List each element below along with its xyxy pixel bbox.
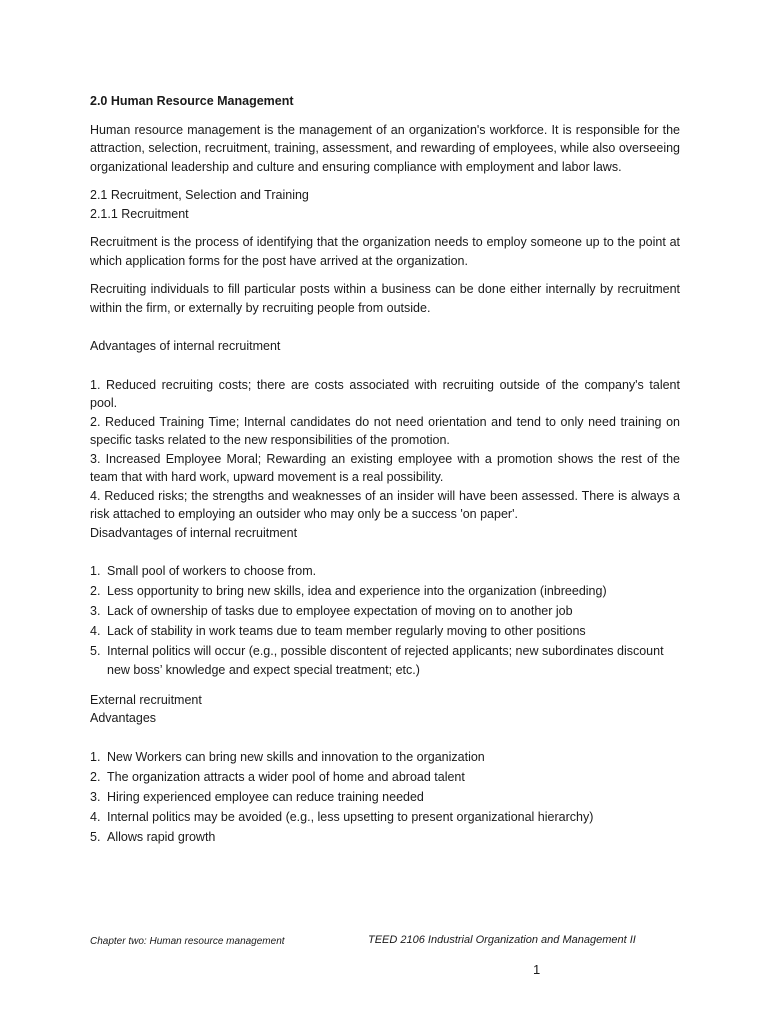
item-number: 5. <box>90 829 101 844</box>
list-item <box>90 642 680 679</box>
recruitment-paragraph-2: Recruiting individuals to fill particular posts within a business can be done either internally by recruitment within the firm, or externally by recruiting people from outside. <box>90 282 680 315</box>
subsection-subtitle: 2.1.1 Recruitment <box>90 206 189 221</box>
item-text: Less opportunity to bring new skills, idea and experience into the organization (inbreeding) <box>107 584 607 598</box>
external-advantages-list <box>90 748 680 847</box>
item-text: Small pool of workers to choose from. <box>107 564 317 578</box>
item-number: 2. <box>90 769 101 784</box>
item-lead: 3. Increased Employee Moral; <box>90 451 262 466</box>
section-intro: Human resource management is the management of an organization's workforce. It is responsible for the attraction, selection, recruitment, training, assessment, and rewarding of employees, while also overseeing organizational leadership and culture and ensuring compliance with employment and labor laws. <box>90 122 680 174</box>
list-item <box>90 748 680 767</box>
list-item <box>90 450 680 487</box>
internal-disadvantages-list <box>90 562 680 679</box>
item-text: Lack of stability in work teams due to team member regularly moving to other positions <box>107 624 586 638</box>
list-item <box>90 788 680 807</box>
internal-advantages-heading: Advantages of internal recruitment <box>90 339 281 353</box>
item-text: Internal candidates do not need orientation and tend to only need training on specific tasks related to the new responsibilities of the promotion. <box>90 414 681 447</box>
list-item <box>90 413 680 450</box>
item-text: there are costs associated with recruiting outside of the company's talent pool. <box>90 377 680 410</box>
item-text: Lack of ownership of tasks due to employee expectation of moving on to another job <box>107 604 573 618</box>
list-item <box>90 582 680 601</box>
internal-disadvantages-heading: Disadvantages of internal recruitment <box>90 525 298 540</box>
item-text: Hiring experienced employee can reduce training needed <box>107 789 424 804</box>
item-number: 2. <box>90 584 101 598</box>
subsection-title: 2.1 Recruitment, Selection and Training <box>90 188 309 202</box>
item-text: Rewarding an existing employee with a promotion shows the rest of the team that with hard work, upward movement is a real possibility. <box>90 451 680 484</box>
list-item <box>90 828 680 847</box>
item-lead: 4. Reduced risks; <box>90 488 188 503</box>
document-body <box>90 92 680 848</box>
item-number: 4. <box>90 624 101 638</box>
list-item <box>90 768 680 787</box>
external-advantages-heading: Advantages <box>90 711 157 725</box>
item-number: 1. <box>90 749 101 764</box>
list-item <box>90 562 680 581</box>
list-item <box>90 808 680 827</box>
footer-chapter-label: Chapter two: Human resource management <box>90 936 285 947</box>
item-number: 3. <box>90 789 101 804</box>
list-item <box>90 487 680 524</box>
section-title: 2.0 Human Resource Management <box>90 94 294 108</box>
item-number: 4. <box>90 809 101 824</box>
item-text: Internal politics will occur (e.g., possible discontent of rejected applicants; new subordinates discount new boss’ knowledge and expect special treatment; etc.) <box>107 644 664 677</box>
list-item <box>90 602 680 621</box>
list-item <box>90 622 680 641</box>
item-lead: 2. Reduced Training Time; <box>90 414 240 429</box>
page-number: 1 <box>533 962 541 977</box>
item-text: The organization attracts a wider pool of home and abroad talent <box>107 769 465 784</box>
item-text: the strengths and weaknesses of an insider will have been assessed. There is always a risk attached to employing an outsider who may only be a success 'on paper'. <box>90 488 680 521</box>
item-number: 5. <box>90 644 101 658</box>
footer-course-label: TEED 2106 Industrial Organization and Management II <box>368 934 636 946</box>
item-number: 3. <box>90 604 101 618</box>
item-number: 1. <box>90 564 101 578</box>
item-text: Allows rapid growth <box>107 829 216 844</box>
item-lead: 1. Reduced recruiting costs; <box>90 377 252 392</box>
list-item <box>90 376 680 413</box>
recruitment-paragraph-1: Recruitment is the process of identifying that the organization needs to employ someone up to the point at which application forms for the post have arrived at the organization. <box>90 235 680 268</box>
item-text: Internal politics may be avoided (e.g., less upsetting to present organizational hierarchy) <box>107 809 594 824</box>
internal-advantages-list <box>90 376 680 524</box>
item-text: New Workers can bring new skills and innovation to the organization <box>107 749 485 764</box>
external-recruitment-heading: External recruitment <box>90 692 202 707</box>
